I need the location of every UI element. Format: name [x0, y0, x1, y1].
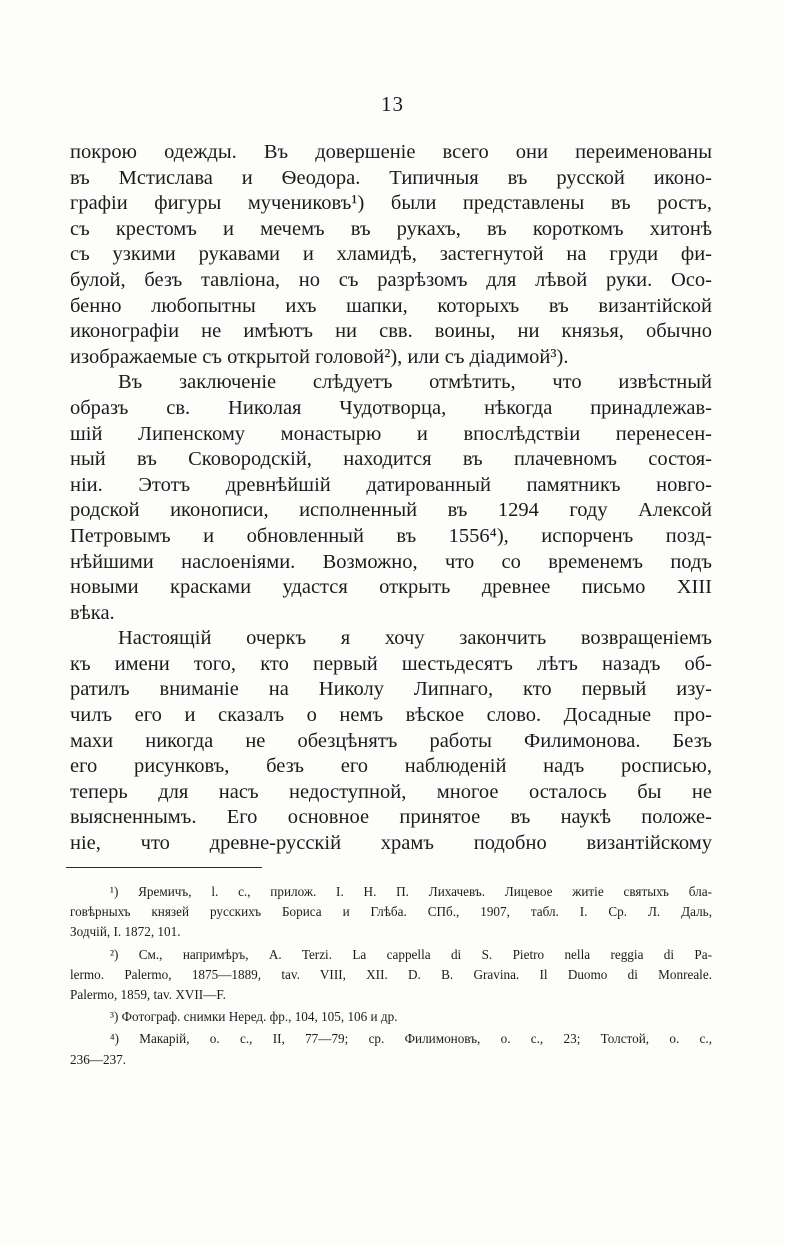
- text-line: съ узкими рукавами и хламидѣ, застегнутой на груди фи-: [70, 243, 712, 266]
- footnote-line: ⁴) Макарій, о. с., II, 77—79; ср. Филимоновъ, о. с., 23; Толстой, о. с.,: [110, 1031, 712, 1047]
- footnote-line: 236—237.: [70, 1051, 127, 1067]
- main-text: [70, 140, 712, 857]
- footnote: [70, 1029, 712, 1069]
- text-line: ратилъ вниманіе на Николу Липнаго, кто первый изу-: [70, 678, 712, 701]
- text-line: нѣйшими наслоеніями. Возможно, что со временемъ подъ: [70, 550, 712, 573]
- text-line: Настоящій очеркъ я хочу закончить возвращеніемъ: [118, 627, 712, 650]
- footnotes: [70, 882, 712, 1072]
- text-line: булой, безъ тавліона, но съ разрѣзомъ для лѣвой руки. Осо-: [70, 268, 712, 291]
- text-line: въ Мстислава и Ѳеодора. Типичныя въ русской иконо-: [70, 166, 712, 189]
- footnote-line: ³) Фотограф. снимки Неред. фр., 104, 105, 106 и др.: [110, 1009, 398, 1025]
- text-line: чилъ его и сказалъ о немъ вѣское слово. Досадные про-: [70, 704, 712, 727]
- footnote: [70, 1007, 712, 1027]
- text-line: покрою одежды. Въ довершеніе всего они переименованы: [70, 141, 712, 163]
- text-line: махи никогда не обезцѣнятъ работы Филимонова. Безъ: [70, 729, 712, 752]
- text-line: Въ заключеніе слѣдуетъ отмѣтить, что извѣстный: [118, 371, 712, 394]
- text-line: его рисунковъ, безъ его наблюденій надъ росписью,: [70, 755, 712, 778]
- footnote-line: lermo. Palermo, 1875—1889, tav. VIII, XII. D. B. Gravina. Il Duomo di Monreale.: [70, 966, 712, 982]
- text-line: вѣка.: [70, 601, 115, 624]
- text-line: выясненнымъ. Его основное принятое въ наукѣ положе-: [70, 806, 712, 829]
- footnote-line: Зодчій, I. 1872, 101.: [70, 924, 181, 940]
- footnote-separator: [66, 867, 262, 868]
- footnote-line: говѣрныхъ князей русскихъ Бориса и Глѣба. СПб., 1907, табл. I. Ср. Л. Даль,: [70, 904, 712, 920]
- text-line: съ крестомъ и мечемъ въ рукахъ, въ короткомъ хитонѣ: [70, 217, 712, 240]
- text-line: теперь для насъ недоступной, многое осталось бы не: [70, 780, 712, 803]
- footnote-line: ¹) Яремичъ, l. c., прилож. I. Н. П. Лихачевъ. Лицевое житіе святыхъ бла-: [110, 884, 712, 899]
- text-line: изображаемые съ открытой головой²), или съ діадимой³).: [70, 345, 569, 368]
- text-line: ный въ Сковородскій, находится въ плачевномъ состоя-: [70, 448, 712, 471]
- text-line: новыми красками удастся открыть древнее письмо XIII: [70, 576, 712, 599]
- text-line: родской иконописи, исполненный въ 1294 году Алексой: [70, 499, 712, 522]
- text-line: Петровымъ и обновленный въ 1556⁴), испорченъ позд-: [70, 524, 712, 547]
- text-line: къ имени того, кто первый шестьдесятъ лѣтъ назадъ об-: [70, 652, 712, 675]
- page-number: 13: [381, 92, 404, 116]
- footnote-line: ²) См., напримѣръ, A. Terzi. La cappella di S. Pietro nella reggia di Pa-: [110, 946, 712, 962]
- footnote-line: Palermo, 1859, tav. XVII—F.: [70, 986, 226, 1002]
- text-line: бенно любопытны ихъ шапки, которыхъ въ византійской: [70, 294, 712, 317]
- text-line: образъ св. Николая Чудотворца, нѣкогда принадлежав-: [70, 396, 712, 419]
- footnote: [70, 945, 712, 1006]
- text-line: иконографіи не имѣютъ ни свв. воины, ни князья, обычно: [70, 320, 712, 343]
- text-line: ніе, что древне-русскій храмъ подобно византійскому: [70, 832, 712, 855]
- text-line: графіи фигуры мучениковъ¹) были представлены въ ростъ,: [70, 192, 712, 215]
- footnote: [70, 882, 712, 943]
- text-line: ніи. Этотъ древнѣйшій датированный памятникъ новго-: [70, 473, 712, 496]
- text-line: шій Липенскому монастырю и впослѣдствіи перенесен-: [70, 422, 712, 445]
